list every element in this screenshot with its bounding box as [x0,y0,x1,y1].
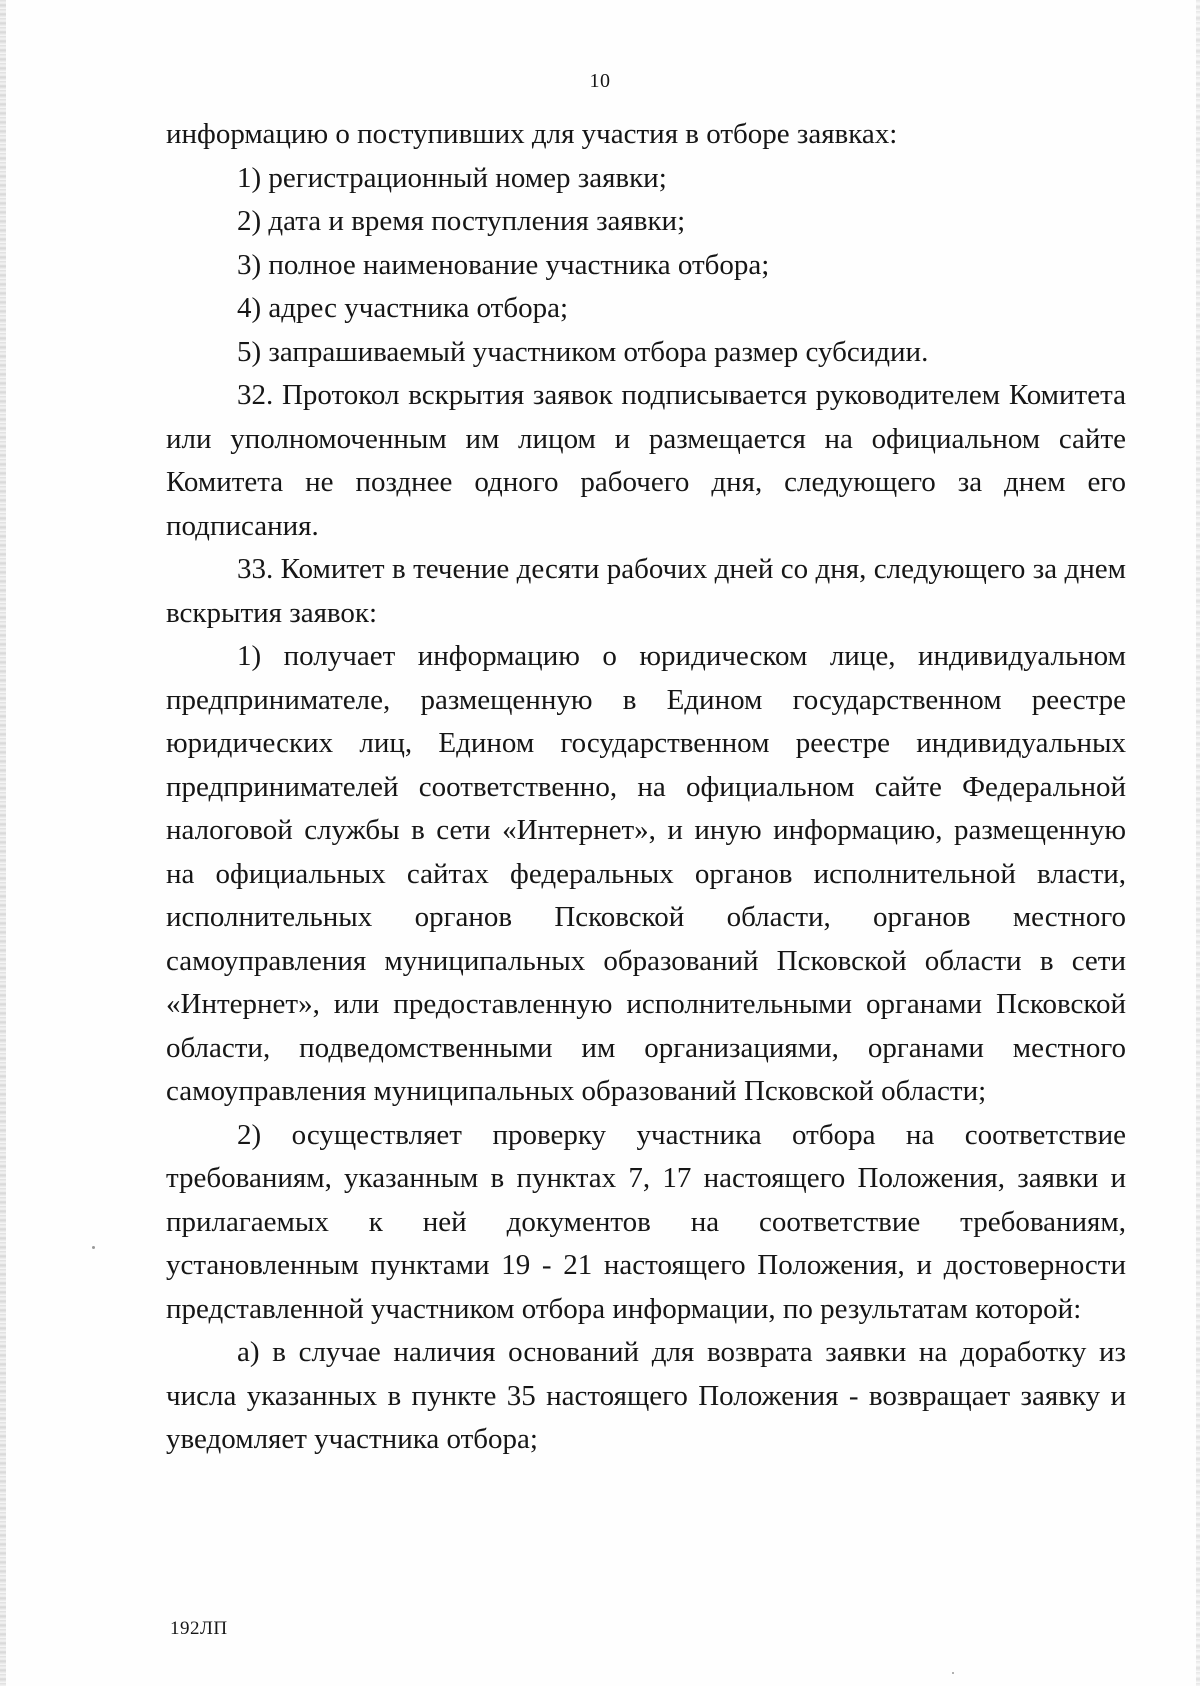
scan-edge-right [1196,0,1200,1686]
paragraph-intro: информацию о поступивших для участия в отборе заявках: [166,118,898,150]
scan-edge-left [0,0,6,1686]
list-item-full-name: 3) полное наименование участника отбора; [237,248,770,281]
document-code: 192ЛП [170,1618,228,1639]
document-body [166,113,1126,1462]
page-number: 10 [589,70,611,92]
paragraph-32: 32. Протокол вскрытия заявок подписывается руководителем Комитета или уполномоченным им лицом и размещается на официальном сайте Комитета не позднее одного рабочего дня, следующего за днем его подписания. [166,379,1126,542]
list-item-registration-number: 1) регистрационный номер заявки; [237,161,667,194]
list-item-address: 4) адрес участника отбора; [237,292,569,324]
scan-speck [92,1246,95,1249]
scan-speck [952,1672,954,1674]
list-item-date-time: 2) дата и время поступления заявки; [237,205,686,237]
paragraph-33: 33. Комитет в течение десяти рабочих дней со дня, следующего за днем вскрытия заявок: [166,553,1126,629]
paragraph-33-item-1: 1) получает информацию о юридическом лице, индивидуальном предпринимателе, размещенную в Едином государственном реестре юридических лиц, Едином государственном реестре индивидуальных предпринимателей соответственно, на официальном сайте Федеральной налоговой службы в сети «Интернет», и иную информацию, размещенную на официальных сайтах федеральных органов исполнительной власти, исполнительных органов Псковской области, органов местного самоуправления муниципальных образований Псковской области в сети «Интернет», или предоставленную исполнительными органами Псковской области, подведомственными им организациями, органами местного самоуправления муниципальных образований Псковской области; [166,640,1126,1107]
paragraph-33-item-2: 2) осуществляет проверку участника отбора на соответствие требованиям, указанным в пунктах 7, 17 настоящего Положения, заявки и прилагаемых к ней документов на соответствие требованиям, установленным пунктами 19 - 21 настоящего Положения, и достоверности представленной участником отбора информации, по результатам которой: [166,1118,1126,1325]
paragraph-33-item-2a: а) в случае наличия оснований для возврата заявки на доработку из числа указанных в пункте 35 настоящего Положения - возвращает заявку и уведомляет участника отбора; [166,1336,1126,1455]
list-item-subsidy-amount: 5) запрашиваемый участником отбора размер субсидии. [237,335,929,368]
